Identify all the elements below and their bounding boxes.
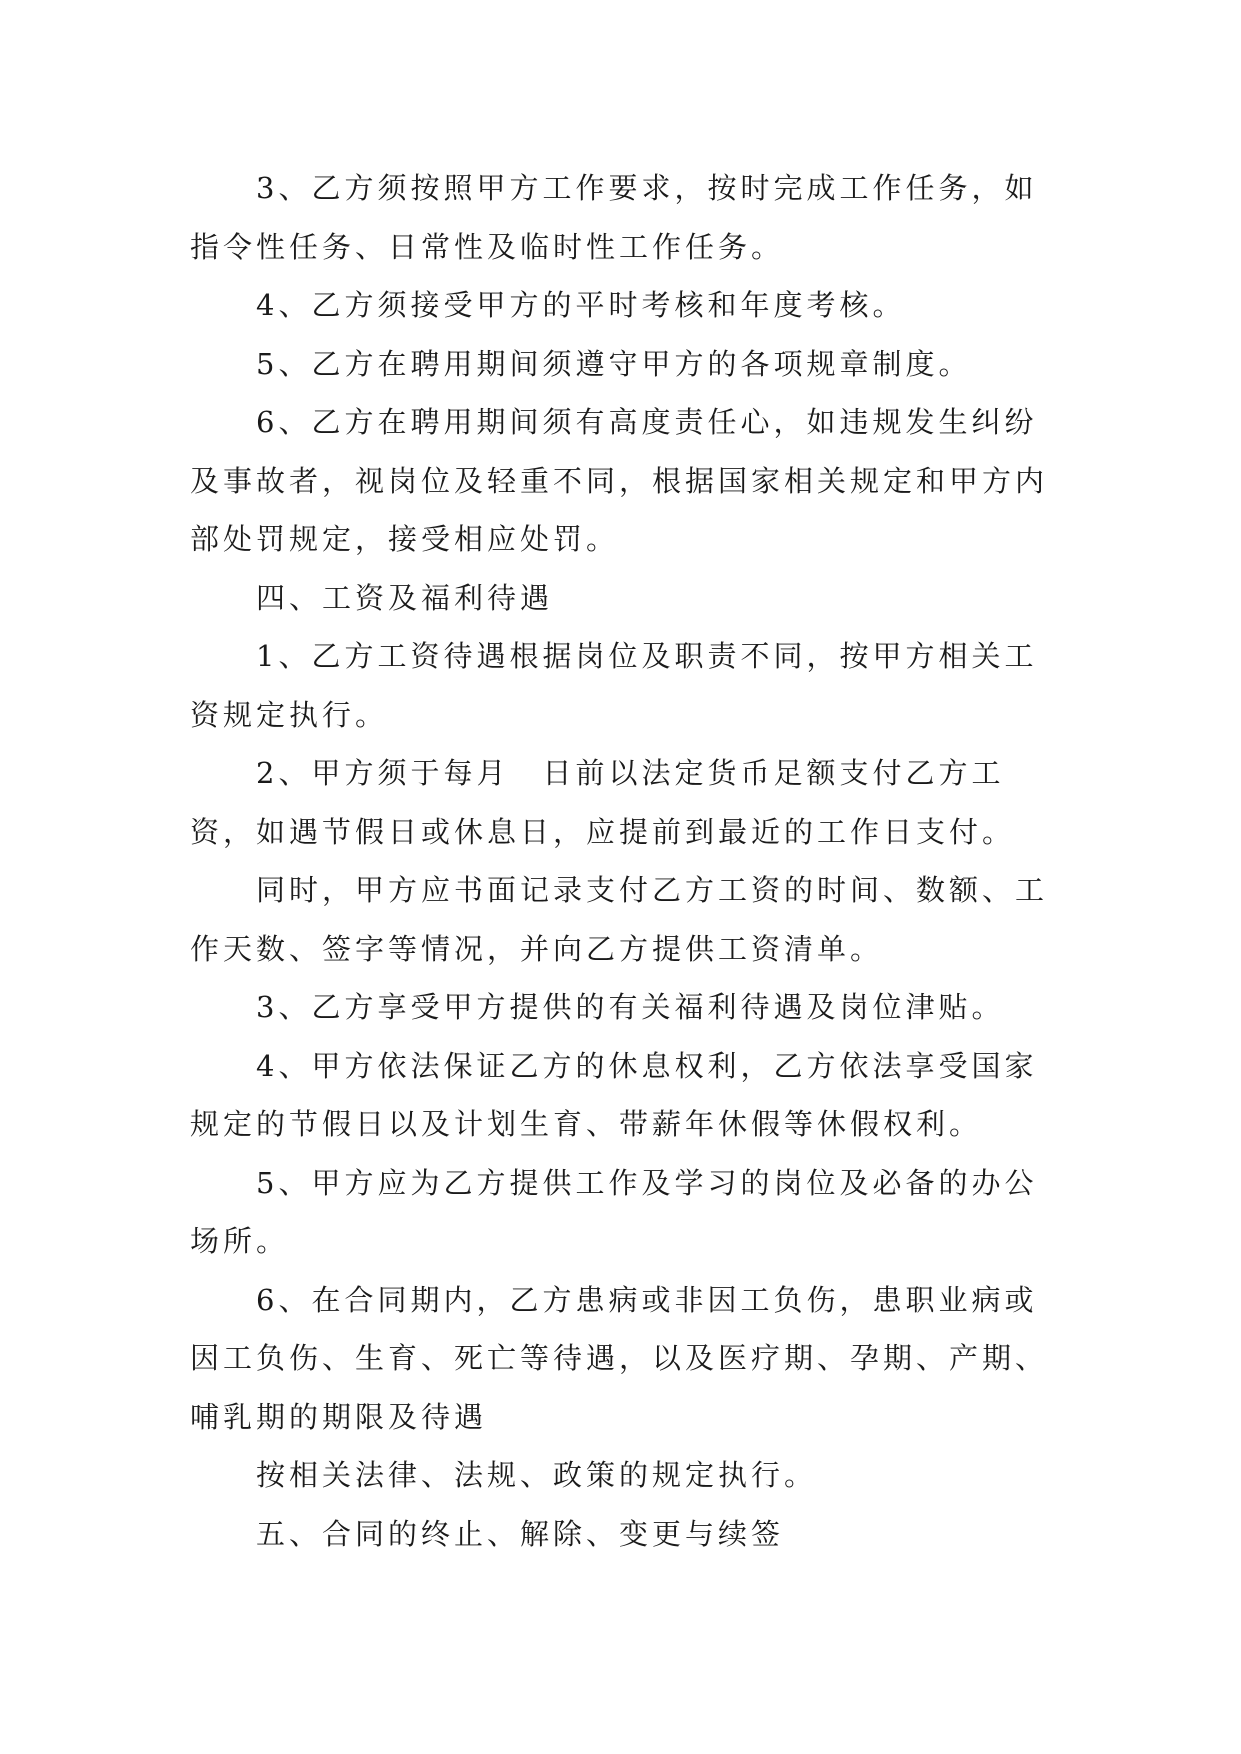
paragraph-wage-standard: 1、乙方工资待遇根据岗位及职责不同，按甲方相关工资规定执行。 [190, 639, 1038, 732]
paragraph-assessment: 4、乙方须接受甲方的平时考核和年度考核。 [256, 288, 906, 322]
paragraph-rules-compliance: 5、乙方在聘用期间须遵守甲方的各项规章制度。 [256, 346, 972, 381]
paragraph-benefits: 3、乙方享受甲方提供的有关福利待遇及岗位津贴。 [256, 990, 1005, 1024]
paragraph-workplace: 5、甲方应为乙方提供工作及学习的岗位及必备的办公场所。 [190, 1165, 1038, 1258]
paragraph-responsibility: 6、乙方在聘用期间须有高度责任心，如违规发生纠纷及事故者，视岗位及轻重不同，根据国家相关规定和甲方内部处罚规定，接受相应处罚。 [190, 405, 1049, 556]
paragraph-legal-execution: 按相关法律、法规、政策的规定执行。 [256, 1458, 818, 1492]
paragraph-rest-rights: 4、甲方依法保证乙方的休息权利，乙方依法享受国家规定的节假日以及计划生育、带薪年休假等休假权利。 [190, 1048, 1038, 1141]
document-body [190, 159, 1070, 1563]
paragraph-task-completion: 3、乙方须按照甲方工作要求，按时完成工作任务，如指令性任务、日常性及临时性工作任务。 [190, 171, 1038, 264]
section-heading-termination: 五、合同的终止、解除、变更与续签 [256, 1516, 785, 1551]
paragraph-wage-payment: 2、甲方须于每月 日前以法定货币足额支付乙方工资，如遇节假日或休息日，应提前到最近的工作日支付。 [190, 756, 1016, 849]
paragraph-illness-injury: 6、在合同期内，乙方患病或非因工负伤，患职业病或因工负伤、生育、死亡等待遇，以及医疗期、孕期、产期、哺乳期的期限及待遇 [190, 1282, 1049, 1434]
paragraph-wage-records: 同时，甲方应书面记录支付乙方工资的时间、数额、工作天数、签字等情况，并向乙方提供工资清单。 [190, 873, 1049, 966]
section-heading-wages: 四、工资及福利待遇 [256, 580, 554, 615]
